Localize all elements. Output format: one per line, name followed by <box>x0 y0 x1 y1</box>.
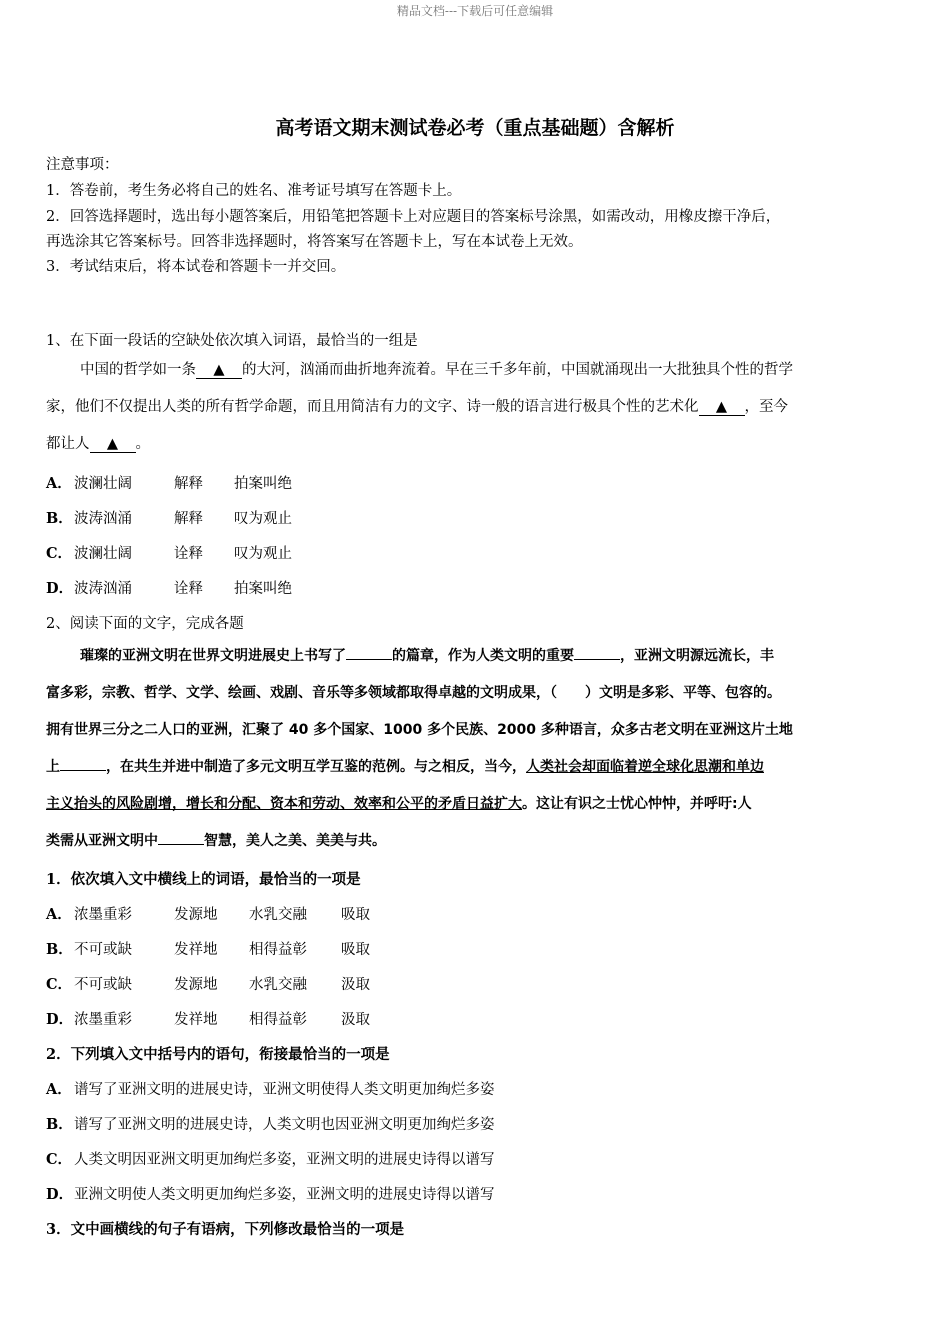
notice-item: 1．答卷前，考生务必将自己的姓名、准考证号填写在答题卡上。 <box>46 183 462 199</box>
notice-item: 再选涂其它答案标号。回答非选择题时，将答案写在答题卡上，写在本试卷上无效。 <box>46 234 583 250</box>
option-letter: D． <box>46 1186 74 1203</box>
q2-sub2-option-b[interactable] <box>46 1113 495 1134</box>
option-word: 叹为观止 <box>234 546 292 562</box>
passage-text: 富多彩，宗教、哲学、文学、绘画、戏剧、音乐等多领域都取得卓越的文明成果，（ ）文明是多彩、平等、包容的。 <box>46 685 781 701</box>
passage-text: 类需从亚洲文明中 <box>46 833 158 849</box>
notice-heading: 注意事项： <box>46 157 119 173</box>
option-letter: D． <box>46 1011 74 1028</box>
option-word: 发源地 <box>174 977 218 993</box>
q1-passage-line <box>46 352 906 389</box>
option-letter: D． <box>46 580 74 597</box>
option-word: 吸取 <box>341 942 370 958</box>
option-text: 谱写了亚洲文明的进展史诗，人类文明也因亚洲文明更加绚烂多姿 <box>74 1117 495 1133</box>
q2-sub1-option-d[interactable] <box>46 1008 400 1029</box>
option-letter: C． <box>46 1151 73 1168</box>
option-word: 波涛汹涌 <box>74 511 132 527</box>
option-letter: A． <box>46 1081 72 1098</box>
option-word: 浓墨重彩 <box>74 907 132 923</box>
q2-passage-line <box>46 638 906 675</box>
option-word: 诠释 <box>174 581 203 597</box>
fill-blank <box>574 645 620 660</box>
option-text: 人类文明因亚洲文明更加绚烂多姿，亚洲文明的进展史诗得以谱写 <box>74 1152 495 1168</box>
option-word: 不可或缺 <box>74 977 132 993</box>
q1-passage-line <box>46 426 906 463</box>
q2-passage <box>46 638 906 860</box>
q2-passage-line <box>46 823 906 860</box>
passage-text: 的篇章，作为人类文明的重要 <box>392 648 574 664</box>
option-word: 叹为观止 <box>234 511 292 527</box>
fill-blank: ▲ <box>90 436 136 453</box>
fill-blank: ▲ <box>699 399 745 416</box>
passage-text: 家，他们不仅提出人类的所有哲学命题，而且用简洁有力的文字、诗一般的语言进行极具个性的艺术化 <box>46 399 699 415</box>
option-letter: C． <box>46 976 73 993</box>
option-word: 波澜壮阔 <box>74 546 132 562</box>
q1-option-d[interactable] <box>46 577 322 598</box>
option-word: 汲取 <box>341 977 370 993</box>
option-word: 水乳交融 <box>249 977 307 993</box>
option-text: 谱写了亚洲文明的进展史诗，亚洲文明使得人类文明更加绚烂多姿 <box>74 1082 495 1098</box>
passage-text: 上 <box>46 759 60 775</box>
fill-blank <box>158 830 204 845</box>
underlined-sentence: 主义抬头的风险剧增，增长和分配、资本和劳动、效率和公平的矛盾日益扩大 <box>46 796 522 812</box>
q2-sub2-stem <box>46 1043 390 1064</box>
option-word: 波澜壮阔 <box>74 476 132 492</box>
sub-stem-text: 3．文中画横线的句子有语病，下列修改最恰当的一项是 <box>46 1221 405 1238</box>
q2-passage-line <box>46 786 906 823</box>
notice-item: 3．考试结束后，将本试卷和答题卡一并交回。 <box>46 259 346 275</box>
passage-text: 璀璨的亚洲文明在世界文明进展史上书写了 <box>80 648 346 664</box>
passage-text: 都让人 <box>46 436 90 452</box>
notice-item: 2．回答选择题时，选出每小题答案后，用铅笔把答题卡上对应题目的答案标号涂黑，如需改动，用橡皮擦干净后， <box>46 209 781 225</box>
passage-text: 。这让有识之士忧心忡忡，并呼吁:人 <box>522 796 752 812</box>
option-word: 水乳交融 <box>249 907 307 923</box>
q2-stem: 2、阅读下面的文字，完成各题 <box>46 616 244 632</box>
passage-text: ，亚洲文明源远流长，丰 <box>620 648 774 664</box>
option-word: 不可或缺 <box>74 942 132 958</box>
fill-blank: ▲ <box>196 362 242 379</box>
q2-sub1-option-c[interactable] <box>46 973 400 994</box>
q2-passage-line <box>46 675 906 712</box>
q1-passage-line <box>46 389 906 426</box>
q2-sub1-stem <box>46 868 361 889</box>
option-letter: A． <box>46 475 72 492</box>
option-letter: B． <box>46 941 73 958</box>
option-word: 相得益彰 <box>249 1012 307 1028</box>
fill-blank <box>346 645 392 660</box>
q2-sub3-stem <box>46 1218 404 1239</box>
option-word: 解释 <box>174 511 203 527</box>
fill-blank <box>60 756 106 771</box>
option-letter: A． <box>46 906 72 923</box>
option-word: 相得益彰 <box>249 942 307 958</box>
q2-passage-line <box>46 749 906 786</box>
q1-option-b[interactable] <box>46 507 322 528</box>
option-word: 解释 <box>174 476 203 492</box>
page-title: 高考语文期末测试卷必考（重点基础题）含解析 <box>275 117 675 139</box>
option-word: 发祥地 <box>174 1012 218 1028</box>
option-word: 波涛汹涌 <box>74 581 132 597</box>
passage-text: ，至今 <box>744 399 788 415</box>
q1-passage <box>46 352 906 463</box>
option-letter: C． <box>46 545 73 562</box>
option-word: 拍案叫绝 <box>234 581 292 597</box>
q1-option-c[interactable] <box>46 542 322 563</box>
option-word: 浓墨重彩 <box>74 1012 132 1028</box>
option-word: 发祥地 <box>174 942 218 958</box>
q2-sub1-option-a[interactable] <box>46 903 400 924</box>
option-word: 发源地 <box>174 907 218 923</box>
option-word: 诠释 <box>174 546 203 562</box>
passage-text: 中国的哲学如一条 <box>80 362 196 378</box>
passage-text: 智慧，美人之美、美美与共。 <box>204 833 386 849</box>
option-word: 拍案叫绝 <box>234 476 292 492</box>
option-word: 吸取 <box>341 907 370 923</box>
passage-text: 的大河，汹涌而曲折地奔流着。早在三千多年前，中国就涌现出一大批独具个性的哲学 <box>242 362 793 378</box>
q2-passage-line <box>46 712 906 749</box>
q2-sub2-option-a[interactable] <box>46 1078 495 1099</box>
sub-stem-text: 1．依次填入文中横线上的词语，最恰当的一项是 <box>46 871 361 888</box>
q2-sub1-option-b[interactable] <box>46 938 400 959</box>
option-word: 汲取 <box>341 1012 370 1028</box>
passage-text: 。 <box>135 436 150 452</box>
underlined-sentence: 人类社会却面临着逆全球化思潮和单边 <box>526 759 764 775</box>
q2-sub2-option-c[interactable] <box>46 1148 495 1169</box>
page-header: 精品文档---下载后可任意编辑 <box>396 4 554 18</box>
q1-option-a[interactable] <box>46 472 322 493</box>
option-letter: B． <box>46 1116 73 1133</box>
q1-stem: 1、在下面一段话的空缺处依次填入词语，最恰当的一组是 <box>46 333 418 349</box>
option-letter: B． <box>46 510 73 527</box>
q2-sub2-option-d[interactable] <box>46 1183 495 1204</box>
sub-stem-text: 2．下列填入文中括号内的语句，衔接最恰当的一项是 <box>46 1046 390 1063</box>
passage-text: 拥有世界三分之二人口的亚洲，汇聚了 40 多个国家、1000 多个民族、2000 多种语言，众多古老文明在亚洲这片土地 <box>46 722 793 738</box>
option-text: 亚洲文明使人类文明更加绚烂多姿，亚洲文明的进展史诗得以谱写 <box>74 1187 495 1203</box>
passage-text: ，在共生并进中制造了多元文明互学互鉴的范例。与之相反，当今， <box>106 759 526 775</box>
